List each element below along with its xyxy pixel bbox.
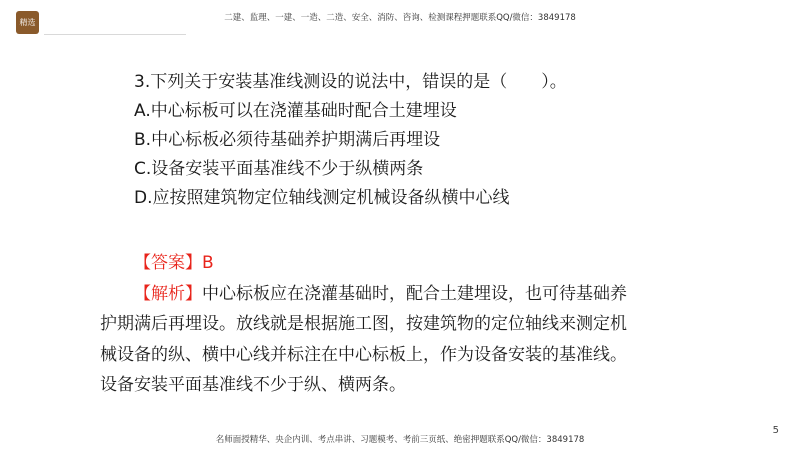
header-divider — [44, 34, 186, 35]
page-number: 5 — [772, 425, 779, 436]
explanation-line: 护期满后再埋设。放线就是根据施工图，按建筑物的定位轴线来测定机 — [100, 314, 627, 334]
explanation-label: 【解析】 — [134, 283, 202, 304]
explanation-line — [100, 279, 660, 310]
explanation-line: 械设备的纵、横中心线并标注在中心标板上，作为设备安装的基准线。 — [100, 344, 627, 365]
option-d: D.应按照建筑物定位轴线测定机械设备纵横中心线 — [134, 188, 510, 208]
answer-line — [100, 248, 660, 279]
option-c: C.设备安装平面基准线不少于纵横两条 — [134, 159, 424, 179]
question-stem: 3.下列关于安装基准线测设的说法中，错误的是（ ）。 — [134, 72, 567, 92]
option-a: A.中心标板可以在浇灌基础时配合土建埋设 — [134, 101, 457, 121]
question-block — [134, 68, 567, 213]
answer-value: B — [202, 253, 214, 273]
explanation-text: 中心标板应在浇灌基础时，配合土建埋设，也可待基础养 — [202, 283, 627, 304]
header-contact: 二建、监理、一建、一造、二造、安全、消防、咨询、检测课程押题联系QQ/微信：3849178 — [224, 13, 576, 23]
logo: 精选 — [16, 11, 39, 34]
footer-contact: 名师面授精华、央企内训、考点串讲、习题模考、考前三页纸、绝密押题联系QQ/微信：3849178 — [215, 435, 585, 445]
option-b: B.中心标板必须待基础养护期满后再埋设 — [134, 130, 441, 150]
answer-block — [100, 248, 660, 401]
explanation-line: 设备安装平面基准线不少于纵、横两条。 — [100, 375, 406, 395]
answer-label: 【答案】 — [134, 253, 202, 273]
